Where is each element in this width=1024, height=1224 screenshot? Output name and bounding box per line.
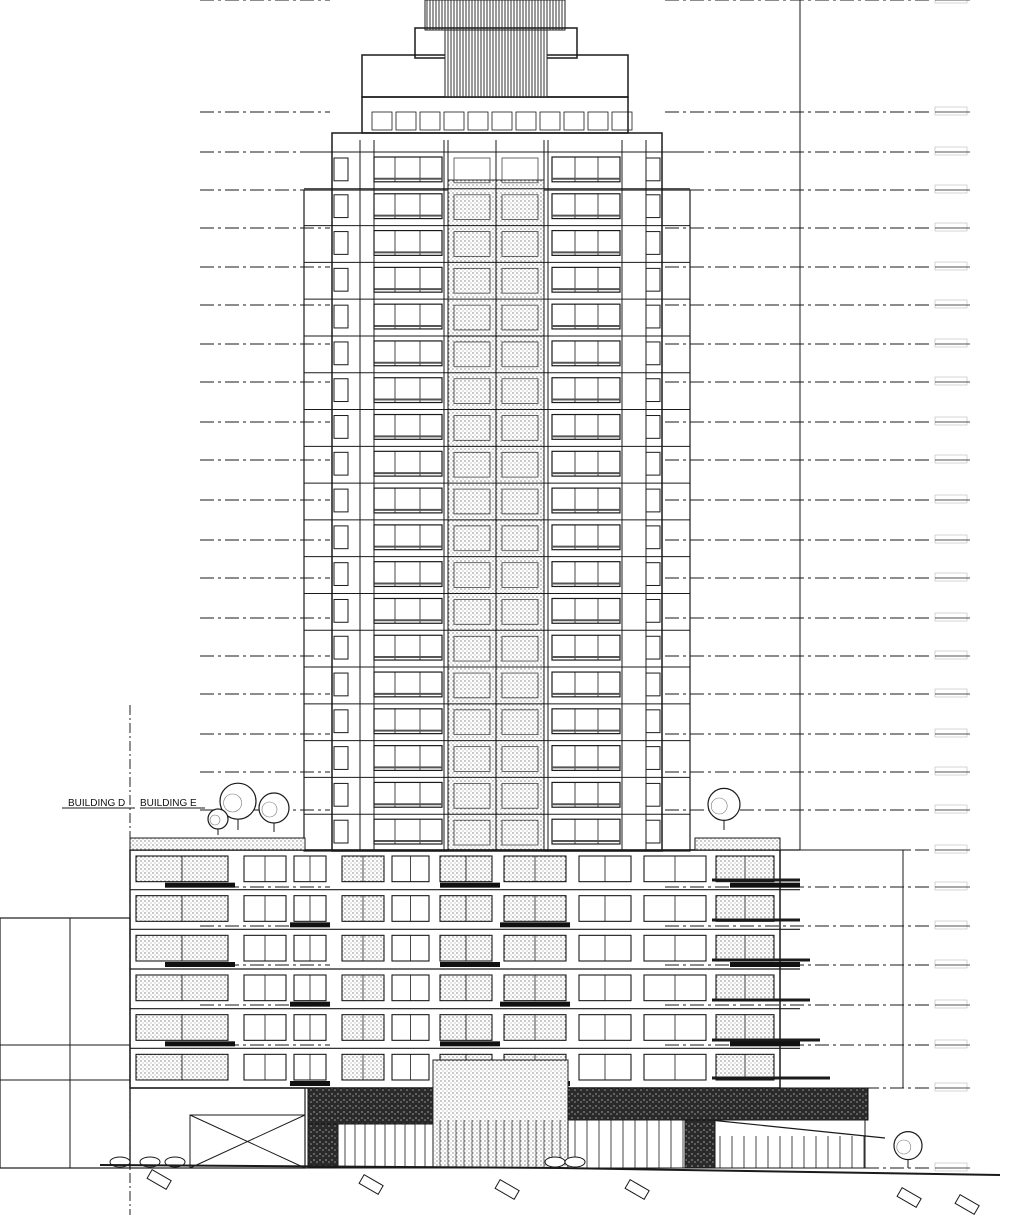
balcony-slab bbox=[165, 883, 235, 888]
side-window bbox=[646, 416, 660, 439]
side-window bbox=[334, 416, 348, 439]
roof-planter bbox=[130, 838, 305, 850]
side-window bbox=[646, 305, 660, 328]
level-tag-mark bbox=[935, 1000, 967, 1008]
balcony-slab bbox=[440, 1041, 500, 1046]
shrub bbox=[565, 1157, 585, 1167]
dimension-string bbox=[780, 0, 910, 1088]
parapet-panel bbox=[540, 112, 560, 130]
level-tag-mark bbox=[935, 535, 967, 543]
level-tag-mark bbox=[935, 729, 967, 737]
level-tag-mark bbox=[935, 805, 967, 813]
level-tag-mark bbox=[935, 1083, 967, 1091]
grid-tag bbox=[359, 1175, 383, 1195]
side-window bbox=[334, 563, 348, 586]
side-window bbox=[646, 636, 660, 659]
side-window bbox=[334, 379, 348, 402]
side-window bbox=[646, 195, 660, 218]
side-window bbox=[334, 268, 348, 291]
tower-facade bbox=[304, 133, 690, 851]
parapet-panel bbox=[396, 112, 416, 130]
side-window bbox=[646, 783, 660, 806]
side-window bbox=[334, 195, 348, 218]
level-tag-mark bbox=[935, 339, 967, 347]
side-window bbox=[334, 305, 348, 328]
level-tag-mark bbox=[935, 1163, 967, 1171]
parapet-panel bbox=[420, 112, 440, 130]
side-window bbox=[334, 710, 348, 733]
core-glazing bbox=[454, 158, 490, 183]
side-window bbox=[646, 158, 660, 181]
side-window bbox=[646, 526, 660, 549]
side-window bbox=[334, 783, 348, 806]
side-window bbox=[646, 489, 660, 512]
balcony-slab bbox=[730, 962, 800, 967]
balcony-slab bbox=[290, 1081, 330, 1086]
level-tag-mark bbox=[935, 107, 967, 115]
balcony-slab bbox=[500, 1002, 570, 1007]
side-window bbox=[334, 526, 348, 549]
side-window bbox=[646, 452, 660, 475]
parapet-panel bbox=[564, 112, 584, 130]
level-tag-mark bbox=[935, 689, 967, 697]
building-label-group bbox=[62, 798, 205, 809]
level-tag-mark bbox=[935, 1040, 967, 1048]
parapet-panel bbox=[372, 112, 392, 130]
side-window bbox=[334, 636, 348, 659]
side-window bbox=[646, 563, 660, 586]
balcony-slab bbox=[440, 962, 500, 967]
parapet-panel bbox=[468, 112, 488, 130]
grid-tag bbox=[625, 1180, 649, 1200]
podium-floors bbox=[130, 838, 830, 1086]
side-window bbox=[646, 379, 660, 402]
level-tag-mark bbox=[935, 223, 967, 231]
grid-tag bbox=[495, 1180, 519, 1200]
parapet-panel bbox=[612, 112, 632, 130]
shrub bbox=[545, 1157, 565, 1167]
roof-planter bbox=[695, 838, 780, 850]
side-window bbox=[334, 232, 348, 255]
balcony-slab bbox=[290, 1002, 330, 1007]
parapet-panel bbox=[444, 112, 464, 130]
side-window bbox=[334, 747, 348, 770]
level-tag-mark bbox=[935, 495, 967, 503]
level-tag-mark bbox=[935, 417, 967, 425]
tree-canopy bbox=[208, 809, 228, 829]
side-window bbox=[646, 673, 660, 696]
building-d-label: BUILDING D bbox=[68, 798, 126, 809]
side-window bbox=[334, 820, 348, 843]
balcony-slab bbox=[165, 962, 235, 967]
tree-canopy bbox=[708, 788, 740, 820]
level-tag-mark bbox=[935, 767, 967, 775]
grid-tags bbox=[147, 1170, 979, 1215]
balcony-slab bbox=[500, 922, 570, 927]
side-window bbox=[646, 820, 660, 843]
side-window bbox=[646, 710, 660, 733]
parapet-panel bbox=[588, 112, 608, 130]
balcony-slab bbox=[290, 922, 330, 927]
level-tag-mark bbox=[935, 573, 967, 581]
level-tag-mark bbox=[935, 882, 967, 890]
side-window bbox=[334, 673, 348, 696]
side-window bbox=[334, 599, 348, 622]
level-tag-mark bbox=[935, 651, 967, 659]
balcony-slab bbox=[730, 883, 800, 888]
side-window bbox=[334, 342, 348, 365]
side-window bbox=[646, 342, 660, 365]
level-tag-mark bbox=[935, 613, 967, 621]
grid-tag bbox=[147, 1170, 171, 1190]
level-tag-mark bbox=[935, 921, 967, 929]
balcony-slab bbox=[730, 1041, 800, 1046]
level-tag-mark bbox=[935, 300, 967, 308]
storefront-mullions bbox=[345, 1120, 864, 1168]
side-window bbox=[334, 489, 348, 512]
tree-canopy bbox=[894, 1132, 922, 1160]
side-window bbox=[646, 268, 660, 291]
level-tag-mark bbox=[935, 0, 967, 3]
balcony-slab bbox=[165, 1041, 235, 1046]
side-window bbox=[646, 599, 660, 622]
level-tag-mark bbox=[935, 455, 967, 463]
grid-tag bbox=[955, 1195, 979, 1215]
parapet-panel bbox=[516, 112, 536, 130]
side-window bbox=[334, 158, 348, 181]
level-tag-mark bbox=[935, 960, 967, 968]
tree-canopy bbox=[259, 793, 289, 823]
side-window bbox=[334, 452, 348, 475]
adjacent-building bbox=[0, 918, 130, 1168]
core-glazing bbox=[502, 158, 538, 183]
level-tag-mark bbox=[935, 147, 967, 155]
side-window bbox=[646, 747, 660, 770]
building-e-label: BUILDING E bbox=[140, 798, 197, 809]
level-tag-mark bbox=[935, 185, 967, 193]
side-window bbox=[646, 232, 660, 255]
grid-tag bbox=[897, 1188, 921, 1208]
level-tag-mark bbox=[935, 377, 967, 385]
level-tag-mark bbox=[935, 845, 967, 853]
level-tag-mark bbox=[935, 262, 967, 270]
balcony-slab bbox=[440, 883, 500, 888]
parapet-panel bbox=[492, 112, 512, 130]
